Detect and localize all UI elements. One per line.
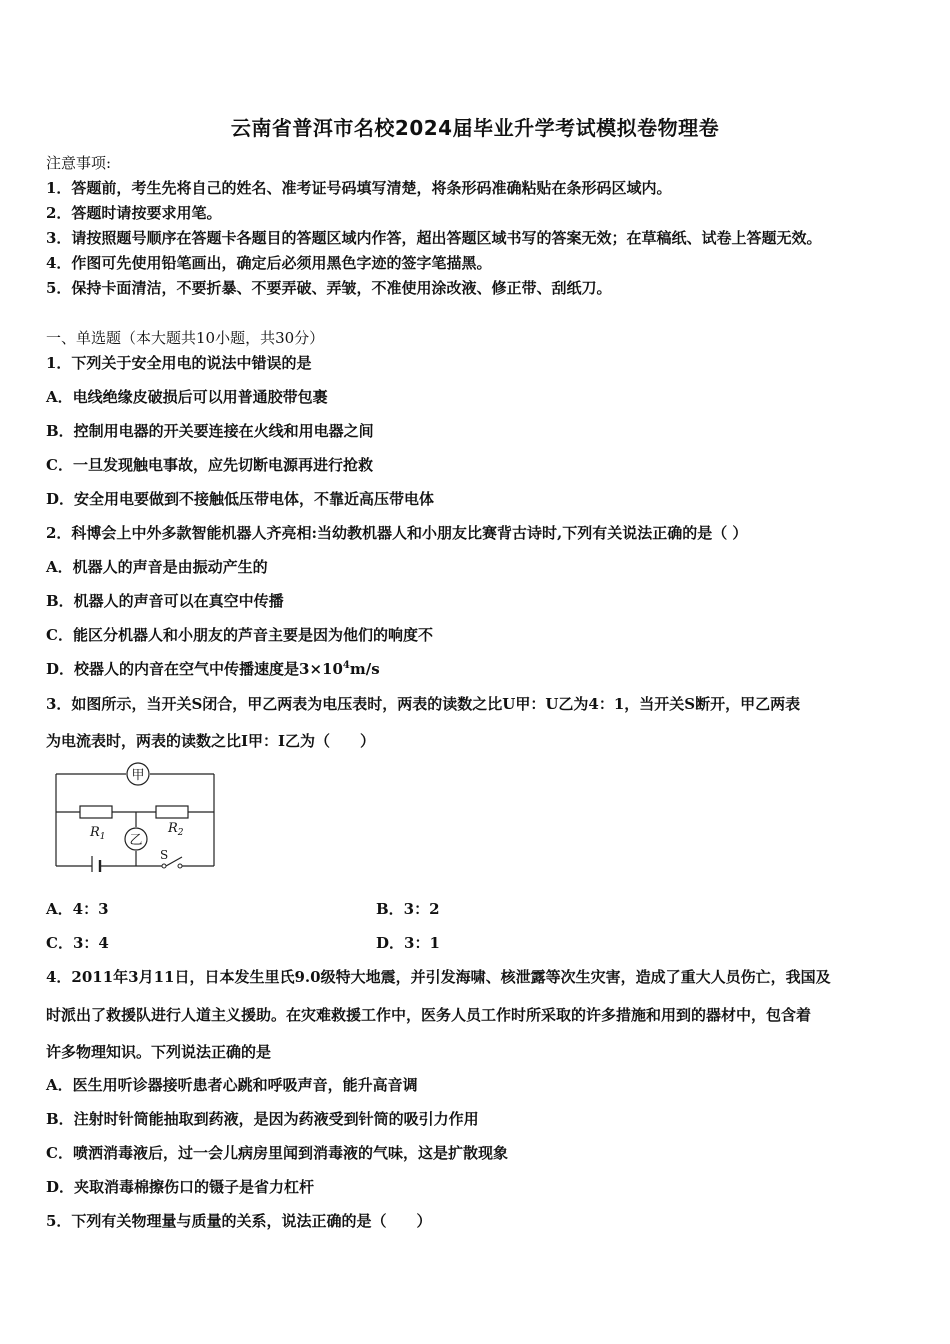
q4-option-d: D．夹取消毒棉擦伤口的镊子是省力杠杆 <box>46 1178 315 1196</box>
q3-option-b: B．3：2 <box>376 900 440 918</box>
note-item-1: 1．答题前，考生先将自己的姓名、准考证号码填写清楚，将条形码准确粘贴在条形码区域内。 <box>46 179 672 197</box>
q1-option-c: C．一旦发现触电事故，应先切断电源再进行抢救 <box>46 456 373 474</box>
q3-option-a: A．4：3 <box>46 900 109 918</box>
q2-option-c: C．能区分机器人和小朋友的芦音主要是因为他们的响度不 <box>46 626 433 644</box>
q4-option-c: C．喷洒消毒液后，过一会儿病房里闻到消毒液的气味，这是扩散现象 <box>46 1144 508 1162</box>
q2-option-d-text: D．校器人的内音在空气中传播速度是3×10 <box>46 660 343 678</box>
switch-contact-left <box>162 864 166 868</box>
q2-option-a: A．机器人的声音是由振动产生的 <box>46 558 268 576</box>
q2-option-d-unit: m/s <box>349 660 380 678</box>
label-r2: $R_2$ <box>168 821 184 838</box>
notes-heading: 注意事项: <box>46 154 112 172</box>
q4-stem-line2: 时派出了救援队进行人道主义援助。在灾难救援工作中，医务人员工作时所采取的许多措施和用到的器材中，包含着 <box>46 1006 812 1024</box>
meter-jia-label: 甲 <box>131 768 145 783</box>
resistor-r2 <box>156 806 188 818</box>
q2-option-d-exponent: 4 <box>342 660 350 671</box>
note-item-3: 3．请按照题号顺序在答题卡各题目的答题区域内作答，超出答题区域书写的答案无效；在草稿纸、试卷上答题无效。 <box>46 229 822 247</box>
q5-stem: 5．下列有关物理量与质量的关系，说法正确的是（ ） <box>46 1212 432 1230</box>
exam-title: 云南省普洱市名校2024届毕业升学考试模拟卷物理卷 <box>230 116 720 140</box>
resistor-r1 <box>80 806 112 818</box>
circuit-diagram <box>50 760 225 872</box>
q3-option-c: C．3：4 <box>46 934 109 952</box>
note-item-4: 4．作图可先使用铅笔画出，确定后必须用黑色字迹的签字笔描黑。 <box>46 254 492 272</box>
label-switch: S <box>160 848 169 862</box>
q1-stem: 1．下列关于安全用电的说法中错误的是 <box>46 354 312 372</box>
q1-option-d: D．安全用电要做到不接触低压带电体，不靠近高压带电体 <box>46 490 435 508</box>
q4-stem-line1: 4．2011年3月11日，日本发生里氏9.0级特大地震，并引发海啸、核泄露等次生灾害，造成了重大人员伤亡，我国及 <box>46 968 831 986</box>
q3-option-d: D．3：1 <box>376 934 440 952</box>
q2-option-b: B．机器人的声音可以在真空中传播 <box>46 592 284 610</box>
q3-stem-line1: 3．如图所示，当开关S闭合，甲乙两表为电压表时，两表的读数之比U甲：U乙为4：1，当开关S断开，甲乙两表 <box>46 695 801 713</box>
note-item-2: 2．答题时请按要求用笔。 <box>46 204 222 222</box>
q2-option-d <box>46 658 380 679</box>
meter-yi-label: 乙 <box>129 833 143 848</box>
note-item-5: 5．保持卡面清洁，不要折暴、不要弄破、弄皱，不准使用涂改液、修正带、刮纸刀。 <box>46 279 612 297</box>
q4-option-a: A．医生用听诊器接听患者心跳和呼吸声音，能升高音调 <box>46 1076 418 1094</box>
section-heading: 一、单选题（本大题共10小题，共30分） <box>46 329 325 347</box>
q1-option-a: A．电线绝缘皮破损后可以用普通胶带包裹 <box>46 388 328 406</box>
q4-option-b: B．注射时针筒能抽取到药液，是因为药液受到针筒的吸引力作用 <box>46 1110 479 1128</box>
q3-stem-line2: 为电流表时，两表的读数之比I甲：I乙为（ ） <box>46 732 376 750</box>
switch-contact-right <box>178 864 182 868</box>
q4-stem-line3: 许多物理知识。下列说法正确的是 <box>46 1043 272 1061</box>
q2-stem: 2．科博会上中外多款智能机器人齐亮相:当幼教机器人和小朋友比赛背古诗时,下列有关说法正确的是（ ） <box>46 524 748 542</box>
q1-option-b: B．控制用电器的开关要连接在火线和用电器之间 <box>46 422 374 440</box>
label-r1: $R_1$ <box>90 825 106 842</box>
